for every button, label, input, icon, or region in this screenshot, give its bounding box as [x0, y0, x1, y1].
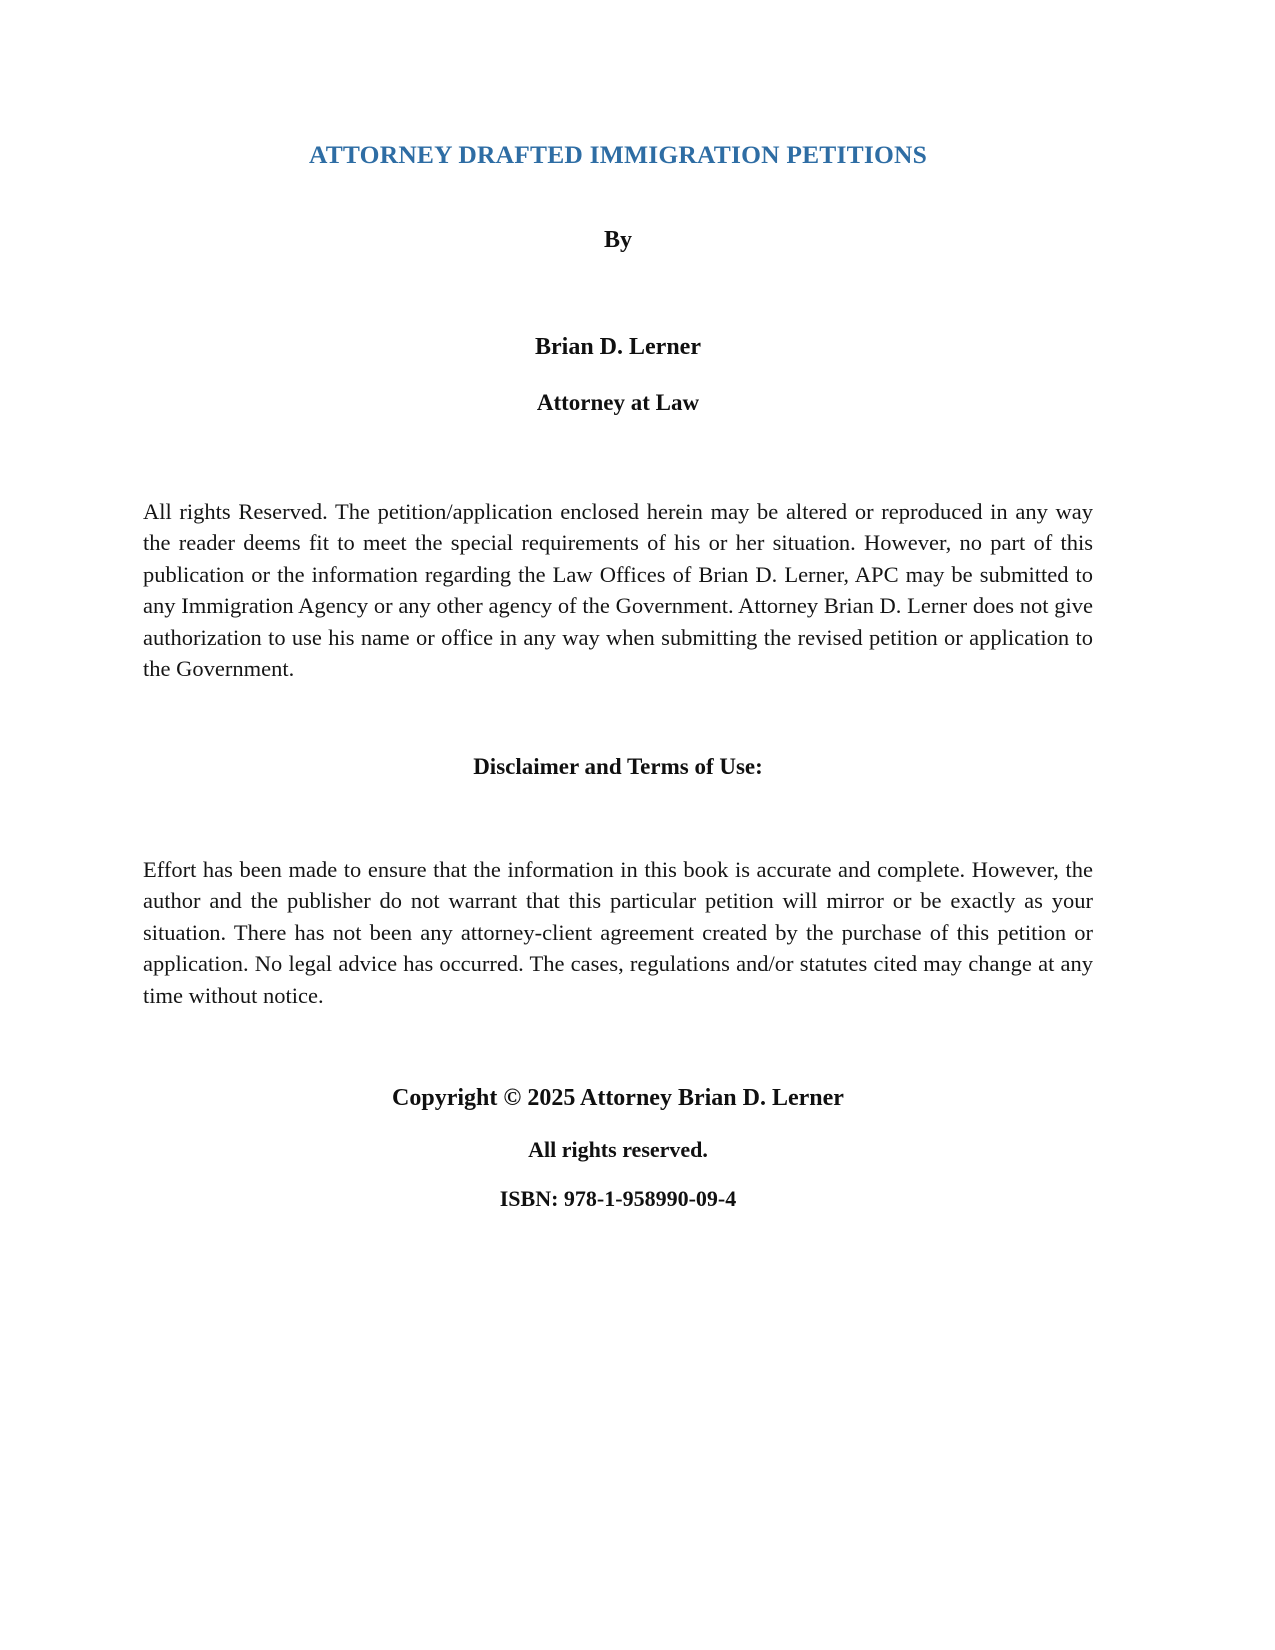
disclaimer-paragraph: Effort has been made to ensure that the information in this book is accurate and complete. However, the author and the publisher do not warrant that this particular petition will mirror or be exactly as your situation. There has not been any attorney-client agreement created by the purchase of this petition or application. No legal advice has occurred. The cases, regulations and/or statutes cited may change at any time without notice.	[143, 856, 1093, 1008]
copyright-notice: Copyright © 2025 Attorney Brian D. Lerner	[392, 1085, 844, 1112]
page-title: ATTORNEY DRAFTED IMMIGRATION PETITIONS	[308, 140, 928, 169]
byline-label: By	[603, 226, 632, 253]
all-rights-reserved-line: All rights reserved.	[528, 1137, 708, 1163]
author-role: Attorney at Law	[536, 389, 700, 415]
page-content	[143, 0, 1093, 1214]
rights-paragraph: All rights Reserved. The petition/application enclosed herein may be altered or reproduced in any way the reader deems fit to meet the special requirements of his or her situation. However, no part of this publication or the information regarding the Law Offices of Brian D. Lerner, APC may be submitted to any Immigration Agency or any other agency of the Government. Attorney Brian D. Lerner does not give authorization to use his name or office in any way when submitting the revised petition or application to the Government.	[143, 498, 1093, 682]
isbn-line: ISBN: 978-1-958990-09-4	[499, 1186, 737, 1212]
disclaimer-heading: Disclaimer and Terms of Use:	[473, 753, 763, 779]
author-name: Brian D. Lerner	[535, 333, 701, 360]
